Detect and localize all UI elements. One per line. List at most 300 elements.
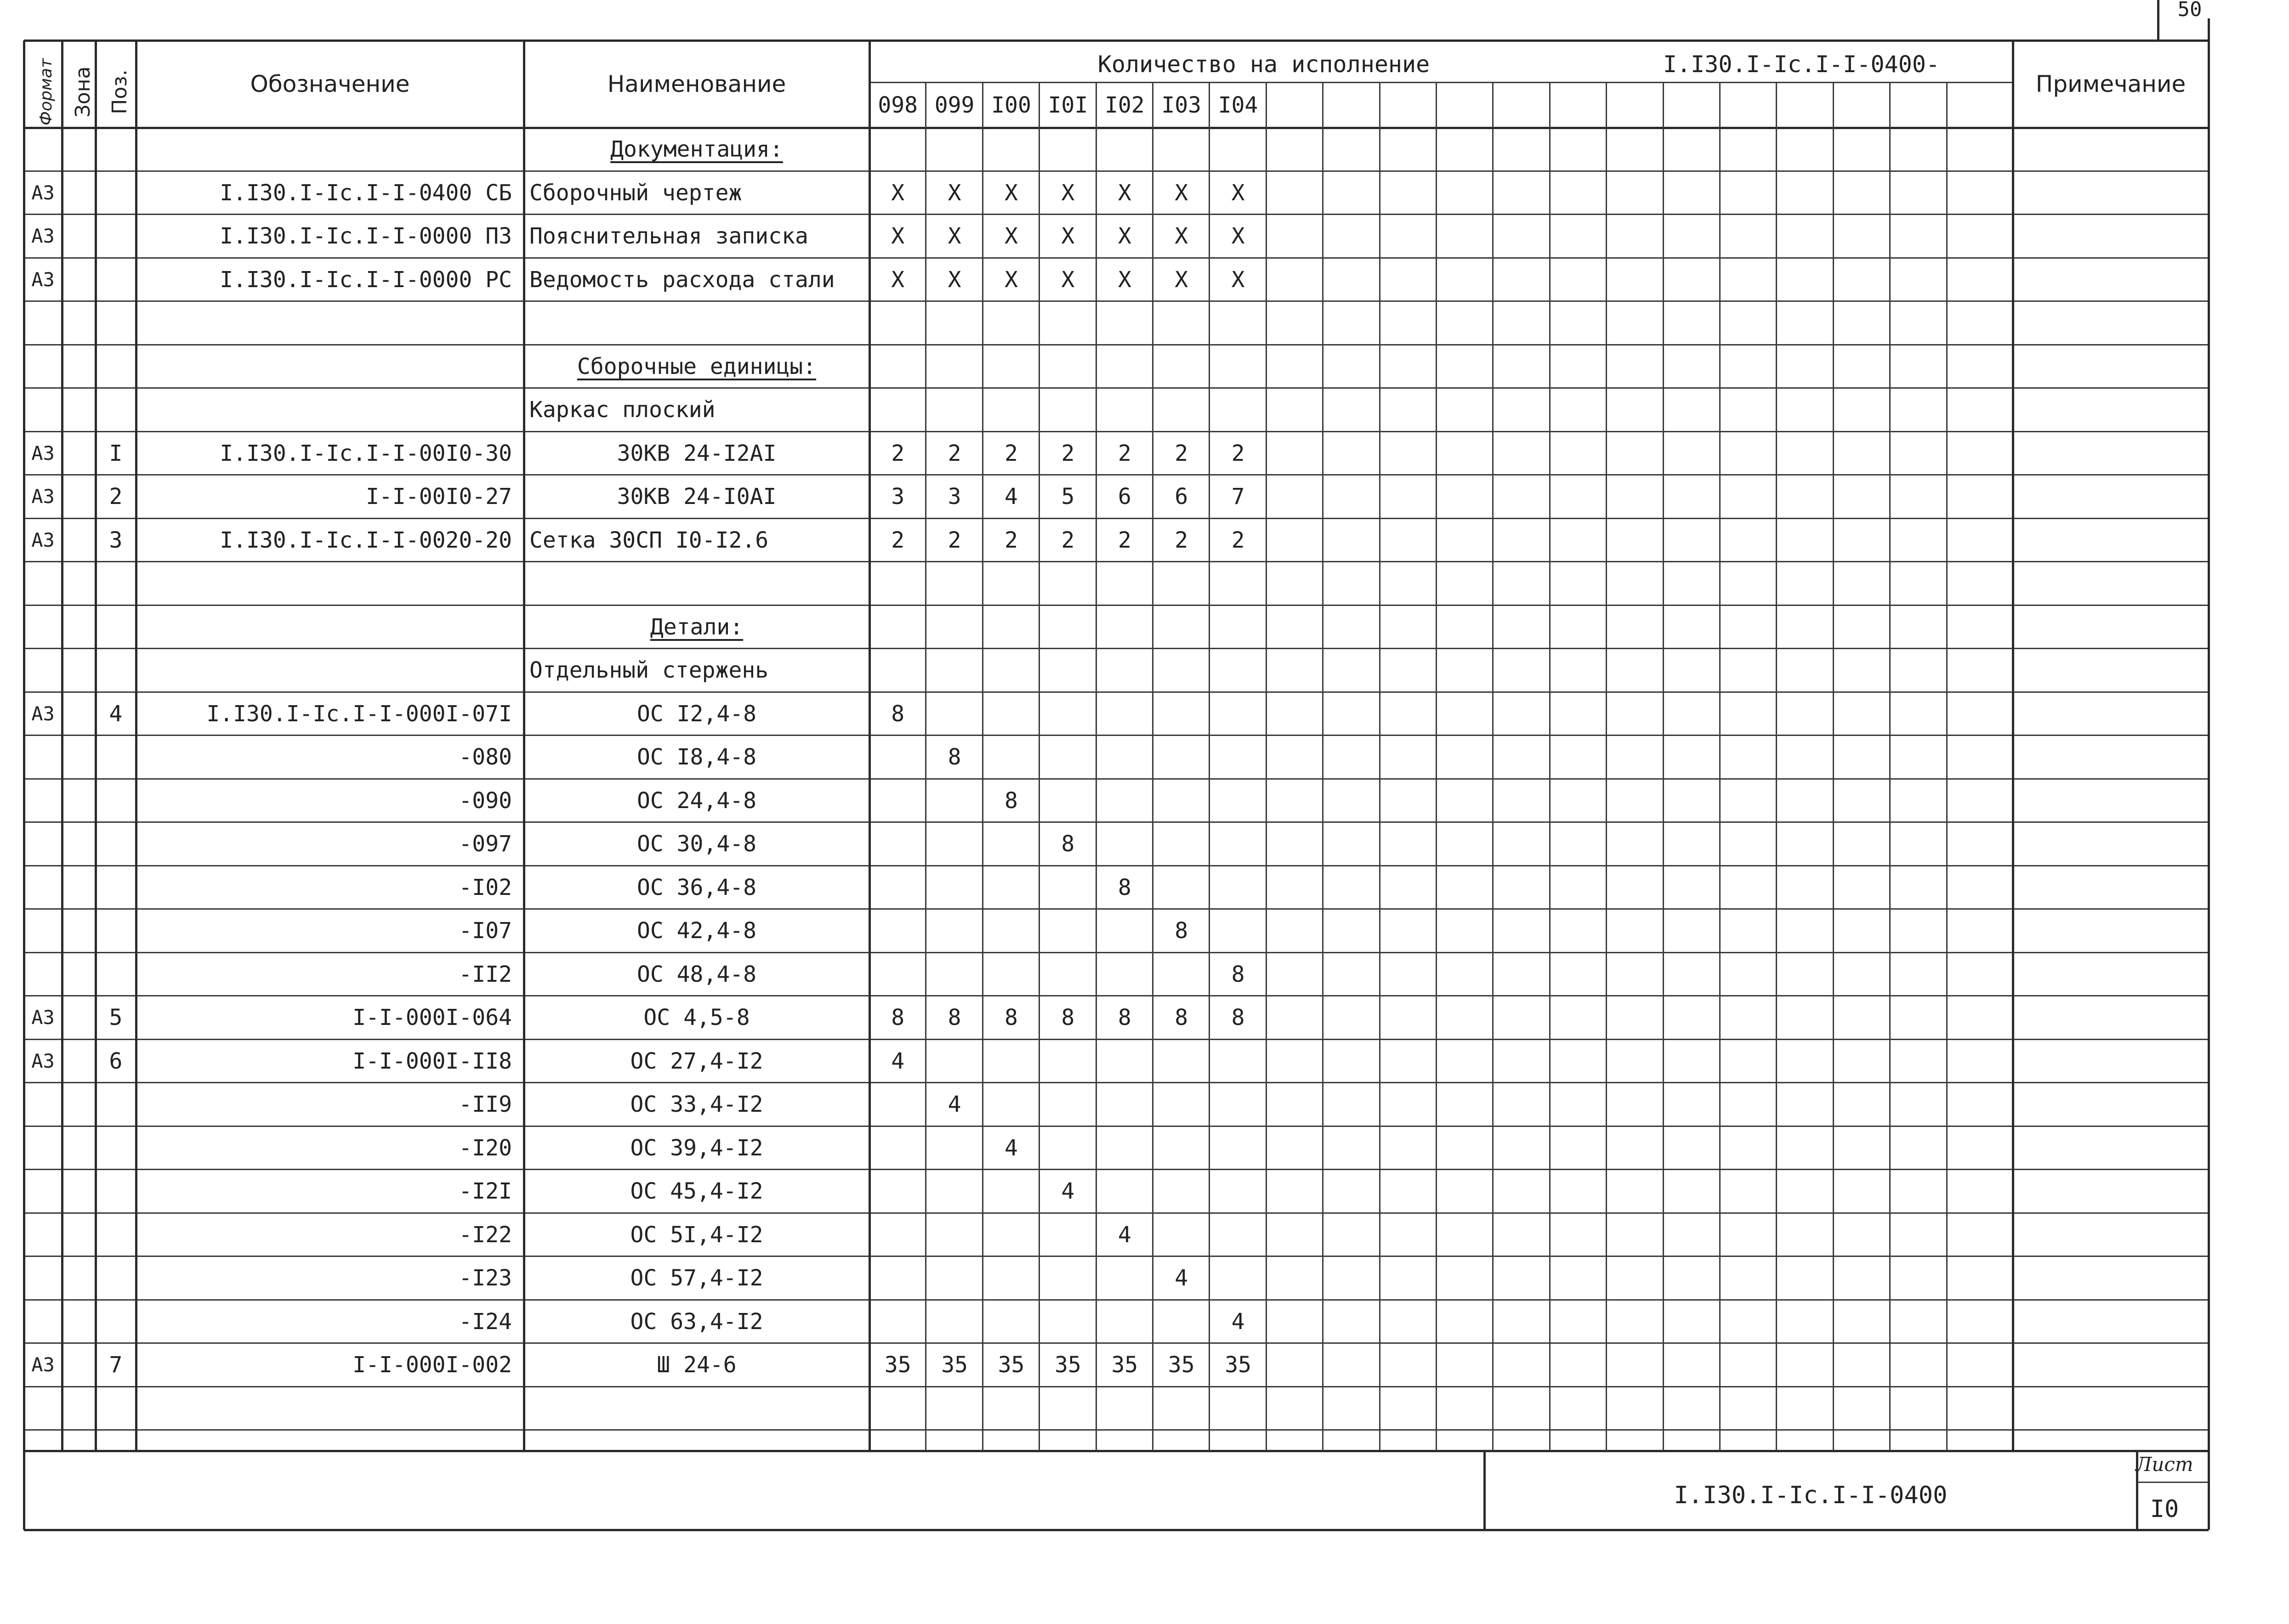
row-quantity: X xyxy=(1005,266,1018,293)
row-name xyxy=(524,1040,869,1083)
row-quantity xyxy=(926,649,983,692)
row-quantity xyxy=(926,1213,983,1257)
row-quantity: X xyxy=(1005,180,1018,206)
row-designation: I-I-000I-064 xyxy=(352,1005,512,1031)
row-pos: 3 xyxy=(109,527,123,553)
row-quantity xyxy=(869,779,926,823)
row-quantity: X xyxy=(1118,223,1131,249)
rule-vertical xyxy=(2208,18,2210,40)
row-quantity xyxy=(869,605,926,649)
row-quantity: X xyxy=(1118,266,1131,293)
row-quantity xyxy=(1210,1170,1266,1213)
row-designation: -I23 xyxy=(459,1265,512,1291)
page-number: 50 xyxy=(2177,0,2202,21)
row-pos xyxy=(96,953,136,996)
row-quantity: 2 xyxy=(948,440,961,466)
row-quantity xyxy=(1153,953,1210,996)
row-quantity xyxy=(1096,736,1153,779)
header-variant-2: I00 xyxy=(991,92,1031,118)
header-name: Наименование xyxy=(607,71,786,97)
row-quantity xyxy=(983,649,1039,692)
row-designation: -I07 xyxy=(459,918,512,944)
rule-vertical xyxy=(1946,83,1948,1451)
row-format xyxy=(24,909,62,953)
row-quantity xyxy=(926,301,983,345)
rule-vertical xyxy=(1776,83,1777,1451)
row-pos xyxy=(96,1213,136,1257)
row-quantity: 8 xyxy=(1231,1005,1245,1031)
row-quantity xyxy=(926,953,983,996)
row-designation: I-I-000I-002 xyxy=(352,1352,512,1378)
header-variant-3: I0I xyxy=(1048,92,1088,118)
row-pos: 6 xyxy=(109,1048,123,1074)
row-name-text: Отдельный стержень xyxy=(529,657,769,684)
row-quantity: 2 xyxy=(948,527,961,553)
row-quantity: 8 xyxy=(1118,1005,1131,1031)
row-pos xyxy=(96,1256,136,1300)
row-name-text: ОС 36,4-8 xyxy=(636,874,757,900)
row-quantity: 2 xyxy=(1061,527,1075,553)
row-designation: -080 xyxy=(459,744,512,770)
row-name-text: ОС 27,4-I2 xyxy=(630,1048,763,1074)
row-name-text: ОС 57,4-I2 xyxy=(630,1265,763,1291)
row-quantity xyxy=(869,866,926,910)
rule-vertical xyxy=(1889,83,1891,1451)
row-quantity xyxy=(869,736,926,779)
row-quantity xyxy=(1153,1170,1210,1213)
row-quantity xyxy=(1096,692,1153,736)
row-quantity xyxy=(983,562,1039,605)
row-quantity: 6 xyxy=(1118,484,1131,510)
row-quantity: X xyxy=(1175,180,1188,206)
row-quantity xyxy=(869,953,926,996)
row-quantity xyxy=(1096,909,1153,953)
row-quantity xyxy=(1039,1040,1096,1083)
row-name-text: ОС 5I,4-I2 xyxy=(630,1222,763,1248)
row-quantity: 4 xyxy=(1231,1308,1245,1335)
row-format: А3 xyxy=(31,225,55,248)
row-quantity: 8 xyxy=(891,1005,905,1031)
row-quantity: 35 xyxy=(1168,1352,1195,1378)
row-quantity: 8 xyxy=(1005,787,1018,814)
row-name-text: Каркас плоский xyxy=(529,397,716,423)
row-quantity xyxy=(1039,388,1096,432)
row-quantity: X xyxy=(1118,180,1131,206)
row-quantity xyxy=(983,1083,1039,1126)
row-name xyxy=(524,388,869,432)
rule-horizontal xyxy=(869,82,2013,83)
row-name xyxy=(524,1083,869,1126)
rule-vertical xyxy=(1379,83,1380,1451)
row-quantity: 2 xyxy=(1061,440,1075,466)
row-name-text: ОС 30,4-8 xyxy=(636,831,757,857)
row-quantity xyxy=(869,1083,926,1126)
row-quantity: 2 xyxy=(1118,527,1131,553)
row-name xyxy=(524,1387,869,1431)
row-pos xyxy=(96,605,136,649)
row-quantity xyxy=(983,1300,1039,1344)
row-name xyxy=(524,736,869,779)
row-name xyxy=(524,562,869,605)
row-quantity xyxy=(926,605,983,649)
row-format: А3 xyxy=(31,441,55,464)
row-name-text: Ш 24-6 xyxy=(657,1352,737,1378)
row-quantity xyxy=(1153,1126,1210,1170)
row-format xyxy=(24,1083,62,1126)
row-quantity xyxy=(983,388,1039,432)
row-quantity: X xyxy=(1175,223,1188,249)
row-pos xyxy=(96,128,136,171)
row-format: А3 xyxy=(31,268,55,291)
header-variant-0: 098 xyxy=(878,92,918,118)
row-pos: I xyxy=(109,440,123,466)
row-format xyxy=(24,605,62,649)
row-name xyxy=(524,258,869,302)
row-name xyxy=(524,128,869,171)
header-variant-6: I04 xyxy=(1218,92,1258,118)
row-quantity xyxy=(1039,736,1096,779)
row-designation: -I20 xyxy=(459,1135,512,1161)
row-quantity xyxy=(983,1040,1039,1083)
row-quantity: X xyxy=(1231,223,1245,249)
row-quantity xyxy=(869,562,926,605)
row-quantity: 35 xyxy=(1054,1352,1081,1378)
row-quantity xyxy=(869,388,926,432)
row-pos xyxy=(96,171,136,215)
row-quantity: 4 xyxy=(1005,484,1018,510)
row-format xyxy=(24,779,62,823)
header-zone: Зона xyxy=(71,66,95,118)
row-format xyxy=(24,128,62,171)
row-quantity xyxy=(983,128,1039,171)
header-variant-1: 099 xyxy=(934,92,975,118)
rule-vertical xyxy=(2157,0,2159,40)
row-quantity xyxy=(926,562,983,605)
rule-vertical xyxy=(1322,83,1323,1451)
row-quantity xyxy=(1039,301,1096,345)
row-quantity: X xyxy=(1061,180,1075,206)
row-quantity xyxy=(1210,692,1266,736)
row-format xyxy=(24,953,62,996)
rule-vertical xyxy=(1606,83,1607,1451)
row-quantity xyxy=(1096,388,1153,432)
row-name xyxy=(524,1256,869,1300)
row-quantity xyxy=(1210,649,1266,692)
row-name-text: ОС 4,5-8 xyxy=(643,1005,750,1031)
header-pos: Поз. xyxy=(108,69,131,114)
row-quantity xyxy=(1096,1040,1153,1083)
row-quantity xyxy=(1153,388,1210,432)
rule-vertical xyxy=(23,1451,25,1530)
row-quantity xyxy=(1210,1213,1266,1257)
row-quantity xyxy=(1039,128,1096,171)
row-designation: -II9 xyxy=(459,1092,512,1118)
row-quantity xyxy=(926,909,983,953)
row-quantity: 8 xyxy=(1118,874,1131,900)
row-quantity: 3 xyxy=(891,484,905,510)
row-quantity: 8 xyxy=(948,1005,961,1031)
row-quantity xyxy=(1153,345,1210,389)
row-quantity xyxy=(1039,1126,1096,1170)
row-quantity: X xyxy=(948,266,961,293)
row-quantity xyxy=(1210,1083,1266,1126)
row-quantity xyxy=(1153,605,1210,649)
header-note: Примечание xyxy=(2035,71,2186,97)
footer-sheet-number: I0 xyxy=(2150,1495,2179,1523)
row-name-text: Ведомость расхода стали xyxy=(529,266,835,293)
row-quantity xyxy=(1096,649,1153,692)
row-quantity xyxy=(926,1040,983,1083)
row-name-text: ОС 42,4-8 xyxy=(636,918,757,944)
row-name-text: ОС I8,4-8 xyxy=(636,744,757,770)
row-designation: I.I30.I-Ic.I-I-0000 ПЗ xyxy=(220,223,512,249)
row-quantity: 4 xyxy=(891,1048,905,1074)
row-quantity: X xyxy=(1061,266,1075,293)
row-quantity xyxy=(1153,1213,1210,1257)
row-quantity xyxy=(1153,649,1210,692)
row-pos xyxy=(96,779,136,823)
row-quantity xyxy=(869,1256,926,1300)
row-quantity xyxy=(926,822,983,866)
row-format xyxy=(24,1300,62,1344)
row-name-text: Сетка 30СП I0-I2.6 xyxy=(529,527,769,553)
row-format: А3 xyxy=(31,1006,55,1029)
row-name xyxy=(524,953,869,996)
row-format xyxy=(24,1213,62,1257)
row-quantity: 8 xyxy=(1061,831,1075,857)
row-quantity xyxy=(1096,1387,1153,1431)
row-quantity: X xyxy=(891,266,905,293)
row-name-text: Пояснительная записка xyxy=(529,223,808,249)
row-name-text: ОС 48,4-8 xyxy=(636,961,757,987)
row-quantity: 5 xyxy=(1061,484,1075,510)
row-quantity xyxy=(1039,779,1096,823)
row-designation: I.I30.I-Ic.I-I-000I-07I xyxy=(206,701,512,727)
row-quantity: X xyxy=(891,180,905,206)
row-name xyxy=(524,996,869,1040)
row-quantity xyxy=(1096,953,1153,996)
row-quantity xyxy=(1096,1300,1153,1344)
row-quantity xyxy=(1210,1256,1266,1300)
row-pos xyxy=(96,1126,136,1170)
row-quantity xyxy=(983,692,1039,736)
row-pos: 5 xyxy=(109,1005,123,1031)
row-quantity xyxy=(1096,822,1153,866)
row-name xyxy=(524,866,869,910)
row-name-text: ОС 24,4-8 xyxy=(636,787,757,814)
row-quantity xyxy=(926,1300,983,1344)
row-quantity xyxy=(1039,562,1096,605)
row-designation xyxy=(136,649,524,692)
row-quantity xyxy=(1210,1387,1266,1431)
row-pos xyxy=(96,258,136,302)
row-name xyxy=(524,1126,869,1170)
footer-doc-code: I.I30.I-Ic.I-I-0400 xyxy=(1674,1482,1948,1509)
row-format xyxy=(24,1387,62,1431)
row-quantity xyxy=(1210,1040,1266,1083)
row-quantity xyxy=(983,605,1039,649)
row-quantity: 8 xyxy=(1175,918,1188,944)
row-quantity xyxy=(983,1256,1039,1300)
row-designation: -097 xyxy=(459,831,512,857)
row-quantity: 8 xyxy=(1061,1005,1075,1031)
row-name-text: Сборочные единицы: xyxy=(577,353,817,379)
row-name-text: 30КВ 24-I0АI xyxy=(617,484,777,510)
rule-horizontal xyxy=(24,1450,2209,1452)
row-pos xyxy=(96,562,136,605)
row-quantity xyxy=(1210,345,1266,389)
rule-vertical xyxy=(1833,83,1834,1451)
row-quantity: 8 xyxy=(948,744,961,770)
row-quantity xyxy=(1039,866,1096,910)
row-quantity: 35 xyxy=(998,1352,1025,1378)
row-pos xyxy=(96,866,136,910)
row-quantity xyxy=(1153,692,1210,736)
row-quantity xyxy=(1096,779,1153,823)
row-quantity xyxy=(869,345,926,389)
row-quantity xyxy=(1039,1083,1096,1126)
row-quantity: 8 xyxy=(891,701,905,727)
header-variant-5: I03 xyxy=(1161,92,1202,118)
row-quantity xyxy=(1153,1387,1210,1431)
row-quantity xyxy=(1153,301,1210,345)
row-designation: I.I30.I-Ic.I-I-00I0-30 xyxy=(220,440,512,466)
rule-vertical xyxy=(1436,83,1437,1451)
row-designation: I.I30.I-Ic.I-I-0020-20 xyxy=(220,527,512,553)
row-quantity: 2 xyxy=(891,527,905,553)
row-quantity xyxy=(983,953,1039,996)
row-quantity xyxy=(869,301,926,345)
row-quantity xyxy=(1153,562,1210,605)
row-quantity xyxy=(1039,1256,1096,1300)
row-format xyxy=(24,736,62,779)
header-variant-code: I.I30.I-Ic.I-I-0400- xyxy=(1663,51,1940,78)
row-format: А3 xyxy=(31,702,55,725)
row-format xyxy=(24,822,62,866)
row-name-text: ОС 63,4-I2 xyxy=(630,1308,763,1335)
row-name xyxy=(524,692,869,736)
row-quantity xyxy=(926,128,983,171)
row-quantity: 4 xyxy=(1118,1222,1131,1248)
row-name xyxy=(524,1343,869,1387)
row-quantity xyxy=(1039,1300,1096,1344)
row-designation: -I02 xyxy=(459,874,512,900)
row-quantity xyxy=(1039,649,1096,692)
row-quantity xyxy=(926,1387,983,1431)
row-designation: I.I30.I-Ic.I-I-0400 СБ xyxy=(220,180,512,206)
row-quantity xyxy=(869,1213,926,1257)
row-designation: -I22 xyxy=(459,1222,512,1248)
row-quantity xyxy=(1096,562,1153,605)
row-quantity xyxy=(869,128,926,171)
row-quantity: 2 xyxy=(891,440,905,466)
header-quantity: Количество на исполнение xyxy=(1097,51,1430,78)
row-quantity: X xyxy=(1005,223,1018,249)
row-quantity: 3 xyxy=(948,484,961,510)
row-format xyxy=(24,866,62,910)
row-name-text: ОС I2,4-8 xyxy=(636,701,757,727)
row-quantity xyxy=(983,736,1039,779)
row-quantity xyxy=(1096,301,1153,345)
row-format: А3 xyxy=(31,1049,55,1072)
row-format xyxy=(24,1170,62,1213)
row-quantity: 7 xyxy=(1231,484,1245,510)
row-quantity xyxy=(1210,736,1266,779)
row-format xyxy=(24,649,62,692)
row-pos: 7 xyxy=(109,1352,123,1378)
row-quantity xyxy=(1210,301,1266,345)
row-format xyxy=(24,345,62,389)
row-quantity xyxy=(1153,866,1210,910)
row-quantity xyxy=(983,1387,1039,1431)
row-quantity: 4 xyxy=(1005,1135,1018,1161)
row-name xyxy=(524,301,869,345)
row-quantity xyxy=(983,1170,1039,1213)
row-quantity: X xyxy=(1175,266,1188,293)
row-name xyxy=(524,1300,869,1344)
row-quantity xyxy=(1210,909,1266,953)
row-quantity xyxy=(1039,909,1096,953)
row-pos xyxy=(96,822,136,866)
row-designation: I-I-00I0-27 xyxy=(366,484,512,510)
row-name xyxy=(524,475,869,519)
row-name xyxy=(524,822,869,866)
rule-horizontal xyxy=(24,40,2209,42)
row-quantity xyxy=(1039,1387,1096,1431)
row-quantity: 4 xyxy=(1061,1178,1075,1205)
header-designation: Обозначение xyxy=(250,71,410,97)
rule-vertical xyxy=(2208,40,2210,1451)
row-quantity: X xyxy=(948,180,961,206)
row-pos xyxy=(96,1170,136,1213)
row-name xyxy=(524,519,869,562)
row-quantity xyxy=(1210,562,1266,605)
row-quantity: 2 xyxy=(1175,527,1188,553)
row-name xyxy=(524,171,869,215)
row-designation: -I2I xyxy=(459,1178,512,1205)
row-pos xyxy=(96,1300,136,1344)
rule-vertical xyxy=(2208,1451,2210,1530)
rule-vertical xyxy=(1719,83,1721,1451)
row-quantity: 2 xyxy=(1231,527,1245,553)
row-designation xyxy=(136,301,524,345)
row-quantity: 2 xyxy=(1175,440,1188,466)
row-quantity: 35 xyxy=(884,1352,911,1378)
row-name xyxy=(524,345,869,389)
row-pos xyxy=(96,736,136,779)
row-quantity xyxy=(983,822,1039,866)
row-quantity xyxy=(1210,128,1266,171)
row-name xyxy=(524,1213,869,1257)
row-format: А3 xyxy=(31,528,55,551)
row-quantity xyxy=(869,822,926,866)
row-quantity xyxy=(1210,822,1266,866)
row-quantity xyxy=(1153,128,1210,171)
row-quantity xyxy=(1210,1126,1266,1170)
row-designation: -II2 xyxy=(459,961,512,987)
row-format xyxy=(24,562,62,605)
row-pos xyxy=(96,301,136,345)
row-name-text: Документация: xyxy=(610,136,783,163)
row-quantity xyxy=(1039,605,1096,649)
row-quantity: 4 xyxy=(1175,1265,1188,1291)
row-quantity xyxy=(1153,1040,1210,1083)
row-quantity xyxy=(1153,1300,1210,1344)
row-name-text: 30КВ 24-I2АI xyxy=(617,440,777,466)
rule-vertical xyxy=(1492,83,1494,1451)
row-quantity xyxy=(869,909,926,953)
row-designation xyxy=(136,1387,524,1431)
